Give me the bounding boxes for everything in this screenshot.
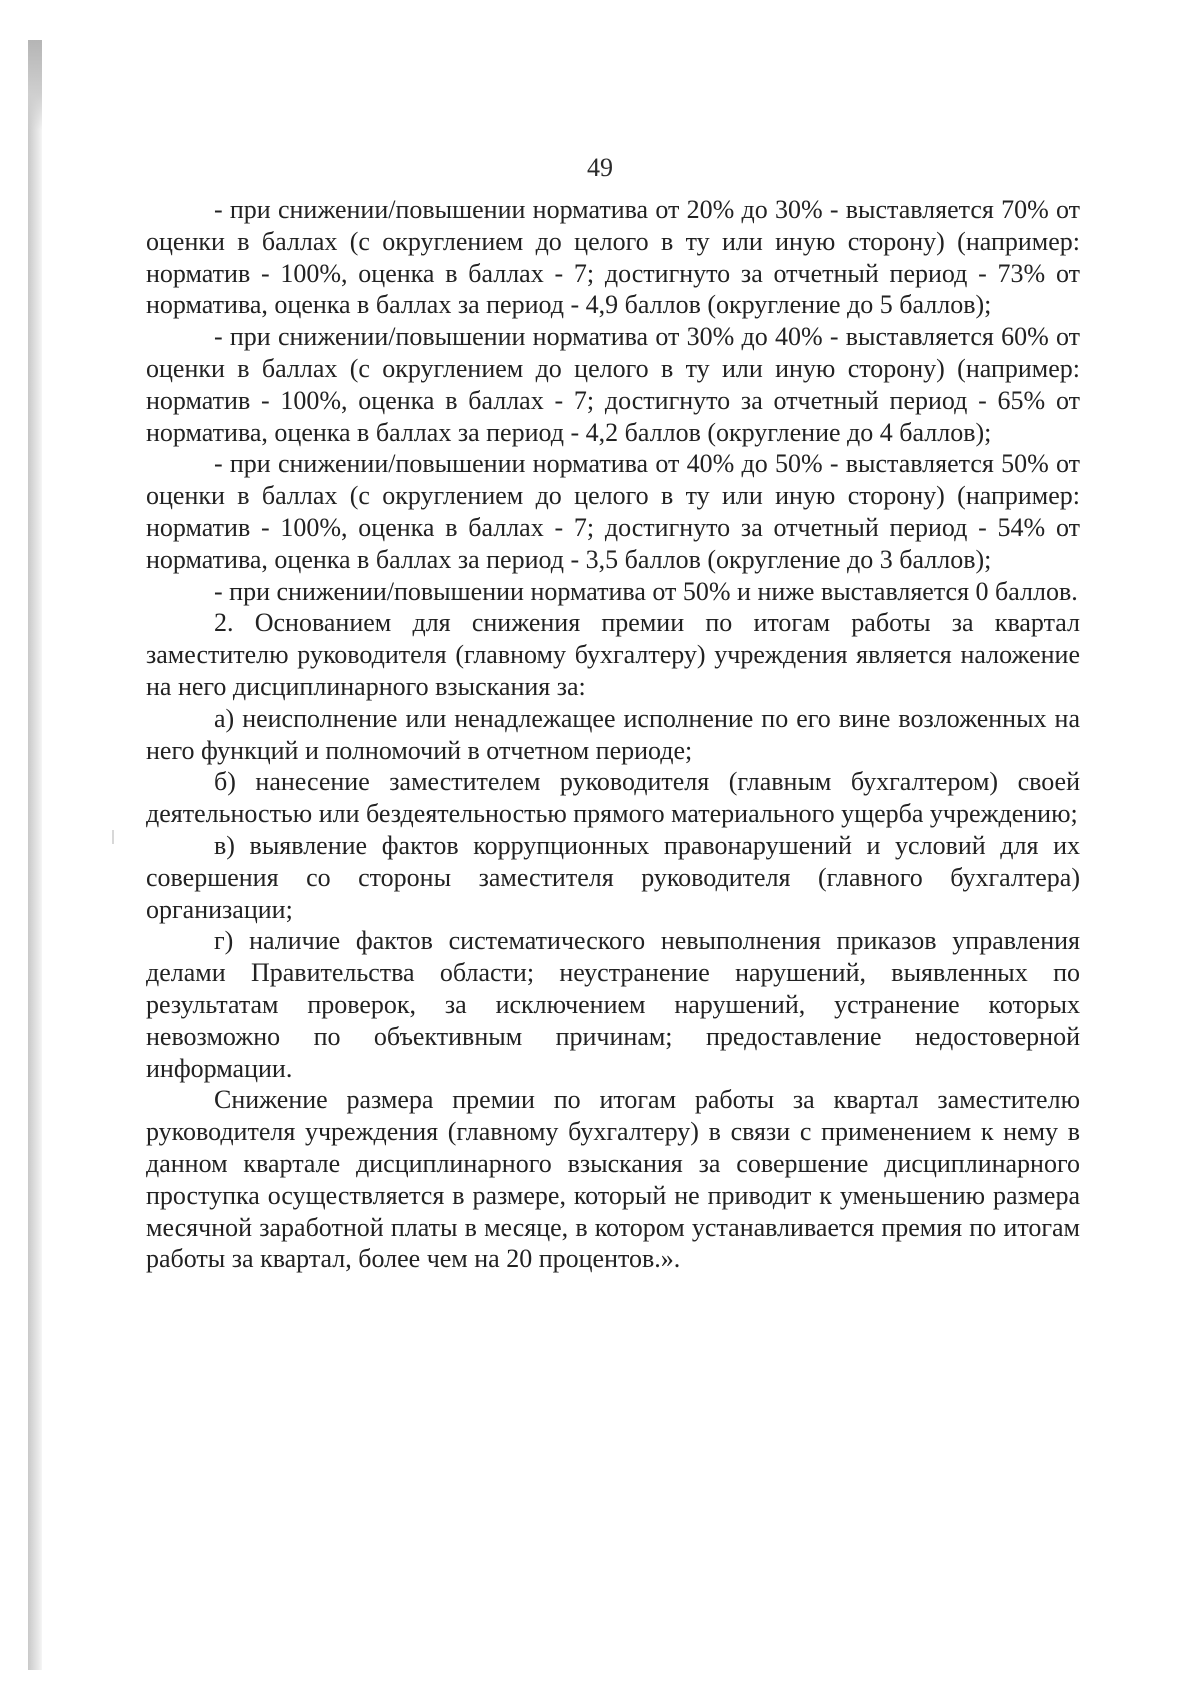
paragraph-item-g: г) наличие фактов систематического невыполнения приказов управления делами Правительства области; неустранение нарушений, выявленных по результатам проверок, за исключением нарушений, устранение которых невозможно по объективным причинам; предоставление недостоверной информации.: [146, 926, 1080, 1083]
paragraph-reduction-40-50: - при снижении/повышении норматива от 40% до 50% - выставляется 50% от оценки в баллах (с округлением до целого в ту или иную сторону) (например: норматив - 100%, оценка в баллах - 7; достигнуто за отчетный период - 54% от норматива, оценка в баллах за период - 3,5 баллов (округление до 3 баллов);: [146, 449, 1080, 574]
paragraph-item-a: а) неисполнение или ненадлежащее исполнение по его вине возложенных на него функций и полномочий в отчетном периоде;: [146, 703, 1080, 765]
scan-edge-top-shadow: [28, 40, 42, 130]
scan-edge-shadow: [28, 40, 42, 1670]
paragraph-conclusion: Снижение размера премии по итогам работы за квартал заместителю руководителя учреждения (главному бухгалтеру) в связи с применением к нему в данном квартале дисциплинарного взыскания за совершение дисциплинарного проступка осуществляется в размере, который не приводит к уменьшению размера месячной заработной платы в месяце, в котором устанавливается премия по итогам работы за квартал, более чем на 20 процентов.».: [146, 1085, 1080, 1274]
margin-mark: [112, 830, 114, 844]
paragraph-reduction-30-40: - при снижении/повышении норматива от 30% до 40% - выставляется 60% от оценки в баллах (с округлением до целого в ту или иную сторону) (например: норматив - 100%, оценка в баллах - 7; достигнуто за отчетный период - 65% от норматива, оценка в баллах за период - 4,2 баллов (округление до 4 баллов);: [146, 322, 1080, 447]
document-body: [146, 194, 1080, 1275]
paragraph-reduction-50-below: - при снижении/повышении норматива от 50% и ниже выставляется 0 баллов.: [214, 576, 1078, 606]
paragraph-item-v: в) выявление фактов коррупционных правонарушений и условий для их совершения со стороны заместителя руководителя (главного бухгалтера) организации;: [146, 830, 1080, 924]
paragraph-item-b: б) нанесение заместителем руководителя (главным бухгалтером) своей деятельностью или бездеятельностью прямого материального ущерба учреждению;: [146, 767, 1080, 829]
paragraph-reduction-20-30: - при снижении/повышении норматива от 20% до 30% - выставляется 70% от оценки в баллах (с округлением до целого в ту или иную сторону) (например: норматив - 100%, оценка в баллах - 7; достигнуто за отчетный период - 73% от норматива, оценка в баллах за период - 4,9 баллов (округление до 5 баллов);: [146, 195, 1080, 320]
page-number: 49: [587, 153, 613, 182]
paragraph-section-2: 2. Основанием для снижения премии по итогам работы за квартал заместителю руководителя (главному бухгалтеру) учреждения является наложение на него дисциплинарного взыскания за:: [146, 608, 1080, 701]
